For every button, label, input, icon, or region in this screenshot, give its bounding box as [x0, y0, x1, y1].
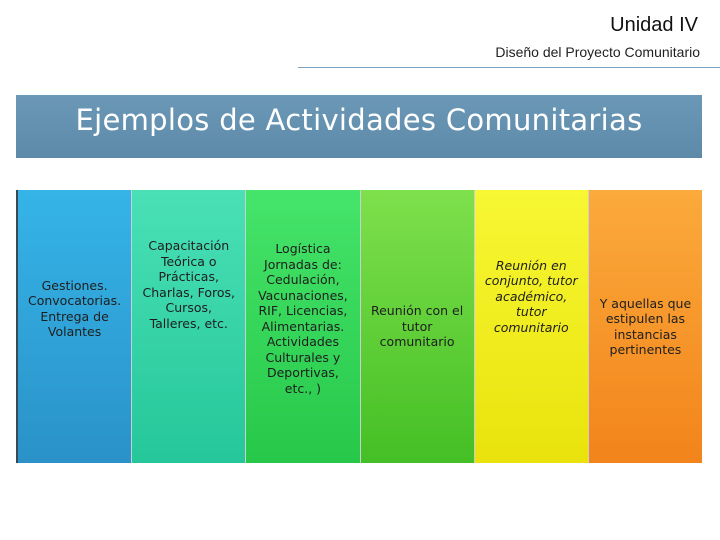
activity-text-4: Reunión con el tutor comunitario [370, 303, 464, 350]
activity-text-2: Capacitación Teórica o Prácticas, Charlas, Foros, Cursos, Talleres, etc. [142, 238, 235, 331]
activity-column-1 [16, 190, 131, 463]
slide-title: Ejemplos de Actividades Comunitarias [75, 103, 643, 137]
unit-title: Unidad IV [610, 14, 698, 36]
activity-column-4 [360, 190, 474, 463]
activity-columns [16, 190, 702, 463]
activity-column-2 [131, 190, 245, 463]
unit-subtitle: Diseño del Proyecto Comunitario [495, 44, 700, 60]
header-divider [298, 67, 720, 68]
activity-text-1: Gestiones. Convocatorias. Entrega de Volantes [27, 277, 122, 339]
activity-column-5 [474, 190, 588, 463]
activity-column-3 [245, 190, 359, 463]
activity-text-5: Reunión en conjunto, tutor académico, tutor comunitario [484, 257, 578, 335]
activity-text-3: Logística Jornadas de: Cedulación, Vacunaciones, RIF, Licencias, Alimentarias. Actividades Culturales y Deportivas, etc., ) [258, 241, 348, 396]
activity-text-6: Y aquellas que estipulen las instancias pertinentes [599, 295, 692, 357]
activity-column-6 [588, 190, 702, 463]
title-banner [16, 95, 702, 158]
